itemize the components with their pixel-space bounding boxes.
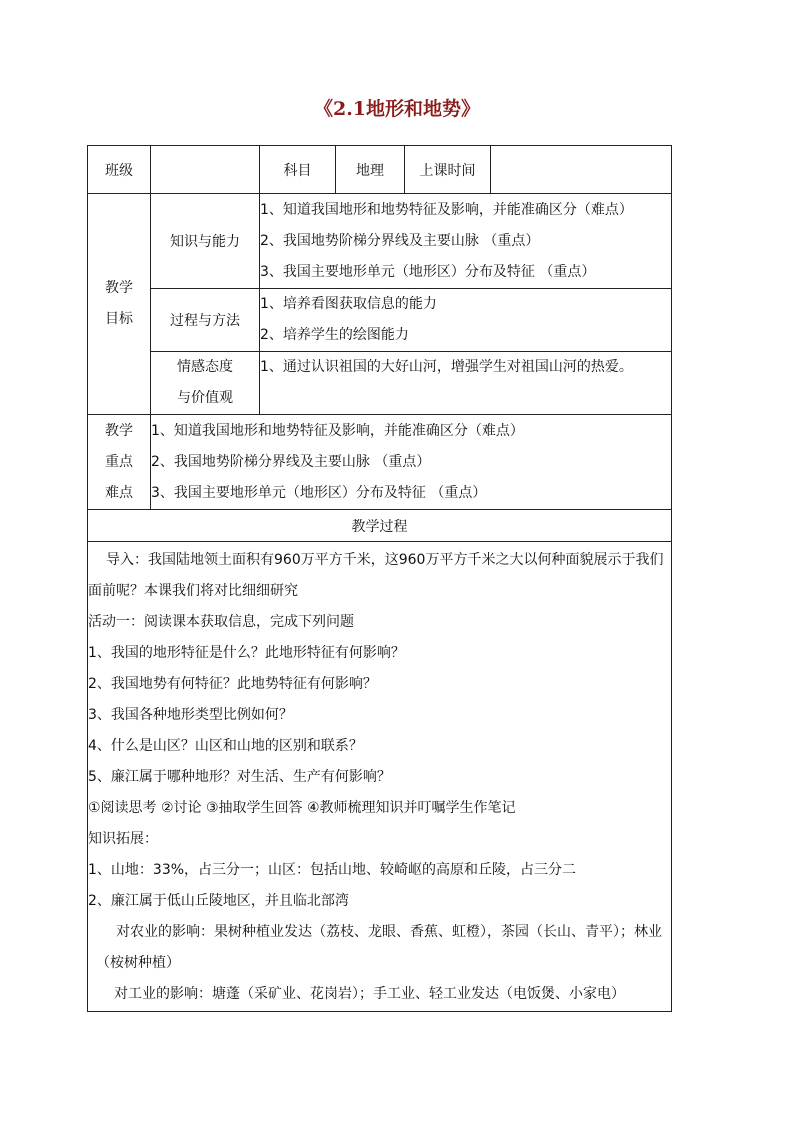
- process-line: 面前呢？本课我们将对比细细研究: [88, 583, 298, 599]
- keypoints-items: [151, 415, 672, 510]
- keypoints-label-line: 重点: [105, 453, 133, 470]
- keypoints-label: [88, 415, 151, 510]
- process-line: 5、廉江属于哪种地形？对生活、生产有何影响？: [88, 769, 391, 785]
- goals-label: [88, 194, 151, 415]
- process-body: [88, 542, 672, 1012]
- attitude-label-line: 与价值观: [177, 390, 233, 406]
- process-heading: 教学过程: [88, 510, 672, 542]
- keypoints-label-line: 教学: [105, 422, 133, 439]
- header-row: [88, 146, 672, 194]
- attitude-label-line: 情感态度: [177, 359, 233, 375]
- process-items: [260, 289, 672, 352]
- keypoints-label-line: 难点: [105, 484, 133, 501]
- process-line: 活动一：阅读课本获取信息，完成下列问题: [88, 614, 354, 630]
- process-line: （桉树种植）: [96, 955, 180, 971]
- time-label: 上课时间: [405, 146, 491, 194]
- class-label: 班级: [88, 146, 151, 194]
- knowledge-label: 知识与能力: [151, 194, 260, 289]
- process-line: 1、我国的地形特征是什么？此地形特征有何影响？: [88, 645, 405, 661]
- list-item: 1、培养看图获取信息的能力: [260, 296, 437, 312]
- list-item: 2、我国地势阶梯分界线及主要山脉 （重点）: [151, 453, 431, 470]
- knowledge-items: [260, 194, 672, 289]
- document-title: 《2.1地形和地势》: [313, 98, 481, 120]
- time-value: [491, 146, 672, 194]
- process-heading-row: [88, 510, 672, 542]
- process-line: 2、廉江属于低山丘陵地区，并且临北部湾: [88, 893, 349, 909]
- process-line: 2、我国地势有何特征？此地势特征有何影响？: [88, 676, 377, 692]
- process-line: 知识拓展：: [88, 831, 158, 847]
- process-line: ①阅读思考 ②讨论 ③抽取学生回答 ④教师梳理知识并叮嘱学生作笔记: [88, 800, 516, 816]
- keypoints-row: [88, 415, 672, 510]
- goals-label-line: 教学: [105, 280, 133, 296]
- process-body-row: [88, 542, 672, 1012]
- process-line: 1、山地：33%，占三分一；山区：包括山地、较崎岖的高原和丘陵，占三分二: [88, 862, 577, 878]
- list-item: 1、知道我国地形和地势特征及影响，并能准确区分（难点）: [151, 422, 524, 439]
- attitude-label: [151, 352, 260, 415]
- attitude-items: [260, 352, 672, 415]
- list-item: 2、我国地势阶梯分界线及主要山脉 （重点）: [260, 232, 540, 249]
- process-line: 对工业的影响：塘蓬（采矿业、花岗岩）；手工业、轻工业发达（电饭煲、小家电）: [114, 986, 625, 1002]
- list-item: 1、知道我国地形和地势特征及影响，并能准确区分（难点）: [260, 201, 633, 218]
- goal-process-row: [88, 289, 672, 352]
- goals-label-line: 目标: [105, 311, 133, 327]
- process-line: 4、什么是山区？山区和山地的区别和联系？: [88, 738, 363, 754]
- process-line: 3、我国各种地形类型比例如何？: [88, 707, 293, 723]
- goal-knowledge-row: [88, 194, 672, 289]
- list-item: 3、我国主要地形单元（地形区）分布及特征 （重点）: [151, 484, 487, 501]
- subject-label: 科目: [260, 146, 336, 194]
- goal-attitude-row: [88, 352, 672, 415]
- process-line: 对农业的影响：果树种植业发达（荔枝、龙眼、香蕉、虹橙），茶园（长山、青平）；林业: [116, 924, 662, 940]
- process-line: 导入：我国陆地领土面积有960万平方千米，这960万平方千米之大以何种面貌展示于我们: [106, 552, 664, 568]
- subject-value: 地理: [336, 146, 405, 194]
- list-item: 1、通过认识祖国的大好山河，增强学生对祖国山河的热爱。: [260, 359, 633, 375]
- process-label: 过程与方法: [151, 289, 260, 352]
- list-item: 3、我国主要地形单元（地形区）分布及特征 （重点）: [260, 263, 596, 280]
- list-item: 2、培养学生的绘图能力: [260, 327, 409, 343]
- class-value: [151, 146, 260, 194]
- lesson-plan-table: [87, 145, 672, 1012]
